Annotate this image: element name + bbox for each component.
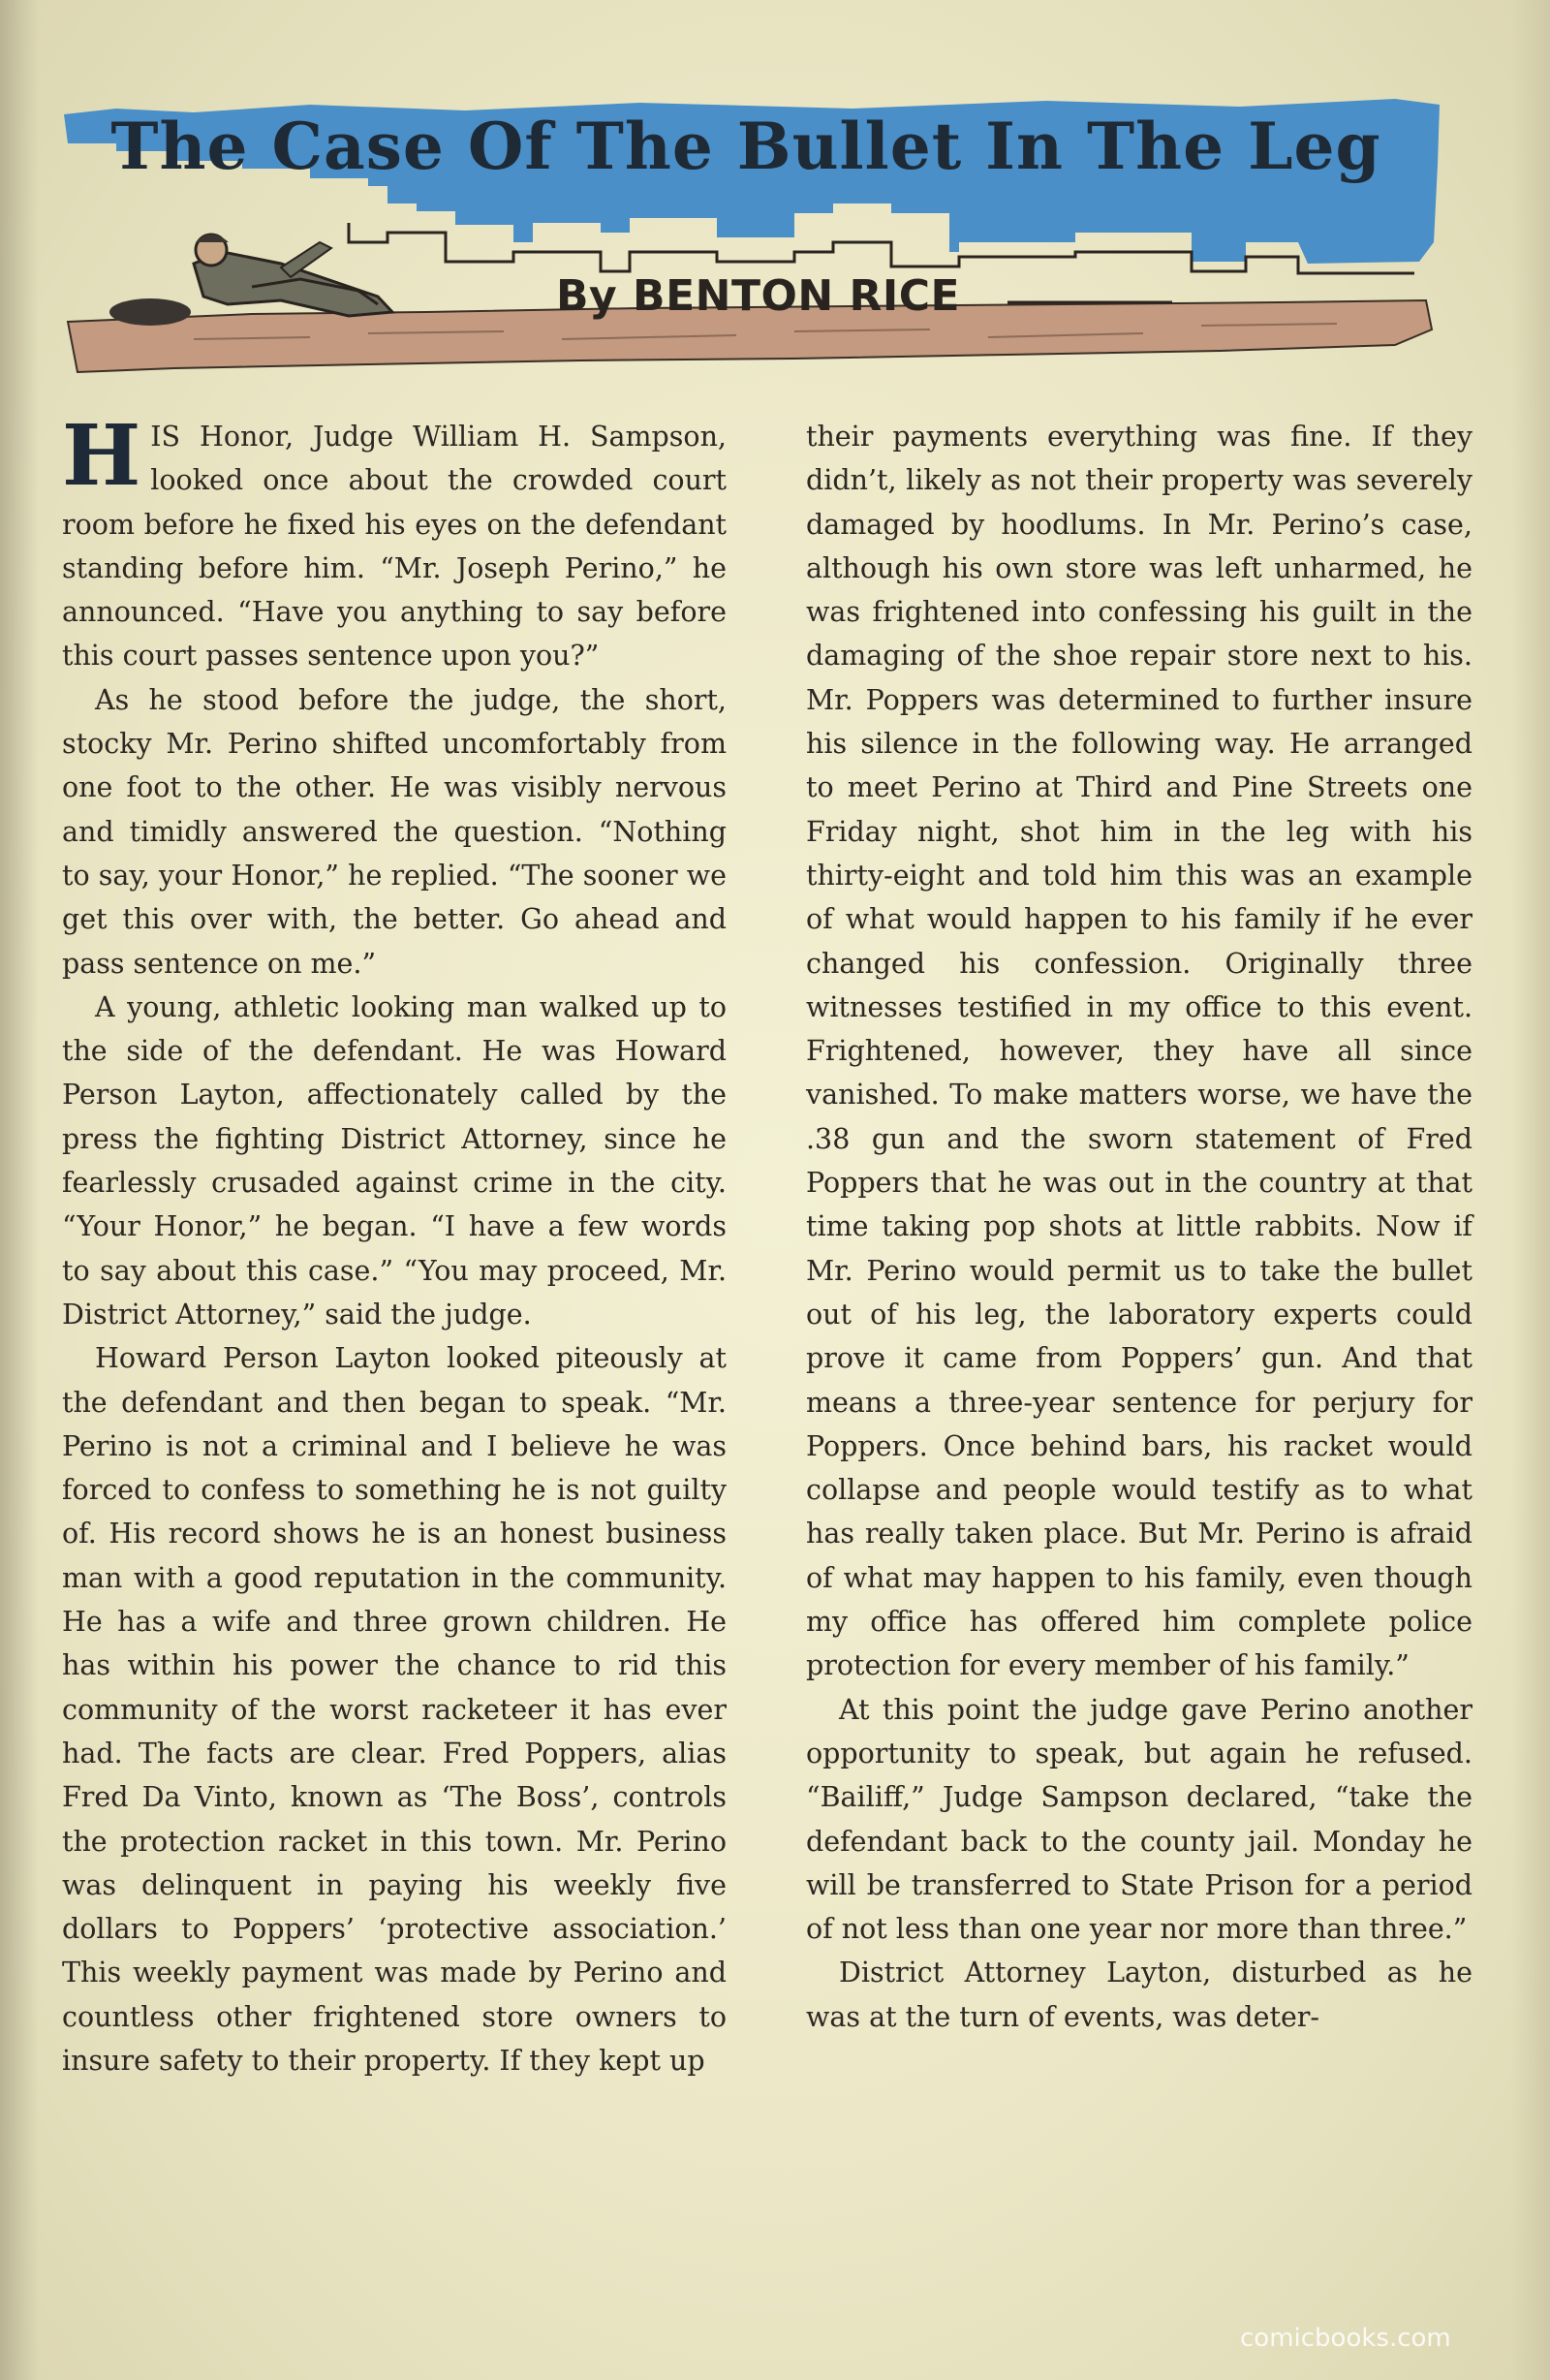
paragraph: As he stood before the judge, the short, stocky Mr. Perino shifted uncomfortably from one foot to the other. He was visibly nervous and timidly answered the question. “Nothing to say, your Honor,” he replied. “The sooner we get this over with, the better. Go ahead and pass sentence on me.” bbox=[62, 683, 727, 980]
paragraph: At this point the judge gave Perino another opportunity to speak, but again he refused. “Bailiff,” Judge Sampson declared, “take the defendant back to the county jail. Monday he will be transferred to State Prison for a period of not less than one year nor more than three.” bbox=[806, 1693, 1472, 1946]
paragraph: HIS Honor, Judge William H. Sampson, looked once about the crowded court room before he fixed his eyes on the defendant standing before him. “Mr. Joseph Perino,” he announced. “Have you anything to say before this court passes sentence upon you?” bbox=[62, 407, 727, 673]
reclining-man-figure bbox=[109, 235, 392, 326]
site-watermark: comicbooks.com bbox=[1240, 2324, 1451, 2353]
paragraph: their payments everything was fine. If they didn’t, likely as not their property was severely damaged by hoodlums. In Mr. Perino’s case, although his own store was left unharmed, he was frightened into confessing his guilt in the damaging of the shoe repair store next to his. Mr. Poppers was determined to further insure his silence in the following way. He arranged to meet Perino at Third and Pine Streets one Friday night, shot him in the leg with his thirty-eight and told him this was an example of what would happen to his family if he ever changed his confession. Originally three witnesses testified in my office to this event. Frightened, however, they have all since vanished. To make matters worse, we have the .38 gun and the sworn statement of Fred Poppers that he was out in the country at that time taking pop shots at little rabbits. Now if Mr. Perino would permit us to take the bullet out of his leg, the laboratory experts could prove it came from Poppers’ gun. And that means a three-year sentence for perjury for Poppers. Once behind bars, his racket would collapse and people would testify as to what has really taken place. But Mr. Perino is afraid of what may happen to his family, even though my office has offered him complete police protection for every member of his family.” bbox=[806, 421, 1472, 1682]
paragraph: District Attorney Layton, disturbed as he was at the turn of events, was deter- bbox=[806, 1957, 1472, 2033]
text-column-left bbox=[62, 407, 727, 2082]
author-byline: By BENTON RICE bbox=[556, 271, 961, 321]
paragraph: Howard Person Layton looked piteously at the defendant and then began to speak. “Mr. Perino is not a criminal and I believe he was forced to confess to something he is not guilty of. His record shows he is an honest business man with a good reputation in the community. He has a wife and three grown children. He has within his power the chance to rid this community of the worst racketeer it has ever had. The facts are clear. Fred Poppers, alias Fred Da Vinto, known as ‘The Boss’, controls the protection racket in this town. Mr. Perino was delinquent in paying his weekly five dollars to Poppers’ ‘protective association.’ This weekly payment was made by Perino and countless other frightened store owners to insure safety to their property. If they kept up bbox=[62, 1342, 727, 2077]
story-title: The Case Of The Bullet In The Leg bbox=[110, 109, 1381, 184]
page-edge-left bbox=[0, 0, 39, 2380]
paragraph: A young, athletic looking man walked up to the side of the defendant. He was Howard Person Layton, affectionately called by the press the fighting District Attorney, since he fearlessly crusaded against crime in the city. “Your Honor,” he began. “I have a few words to say about this case.” “You may proceed, Mr. District Attorney,” said the judge. bbox=[62, 990, 727, 1331]
drop-cap: H bbox=[62, 407, 141, 505]
page-edge-right bbox=[1511, 0, 1550, 2380]
text-column-right bbox=[806, 415, 1472, 2039]
